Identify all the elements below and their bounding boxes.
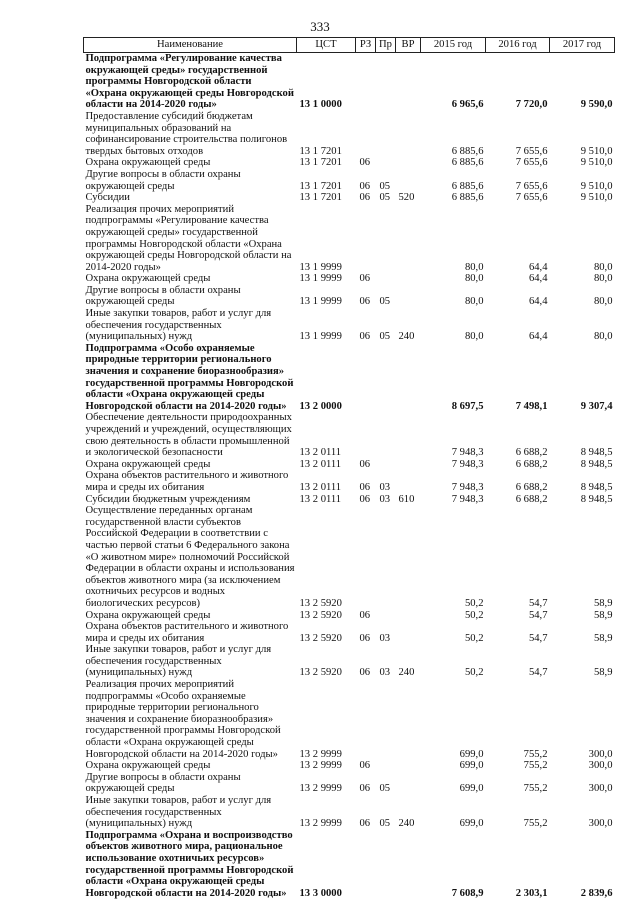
row-value-2015: 80,0 bbox=[464, 261, 484, 273]
row-code: 13 1 9999 bbox=[299, 331, 342, 343]
table-body bbox=[84, 53, 615, 900]
table-header-row bbox=[84, 38, 615, 53]
row-pr bbox=[376, 343, 396, 413]
row-value-2016: 6 688,2 bbox=[515, 447, 548, 459]
row-pr: 03 bbox=[379, 481, 391, 493]
row-vr: 610 bbox=[398, 493, 415, 505]
row-name: Субсидии bbox=[85, 192, 130, 204]
row-rz: 06 bbox=[359, 192, 371, 204]
row-name: Другие вопросы в области охраны окружающей среды bbox=[85, 771, 241, 795]
page-number: 333 bbox=[310, 19, 330, 34]
row-value-2015: 50,2 bbox=[464, 609, 484, 621]
row-code: 13 2 0111 bbox=[299, 493, 342, 505]
row-vr bbox=[396, 412, 421, 458]
row-value-2017: 58,9 bbox=[593, 609, 613, 621]
row-name: Охрана окружающей среды bbox=[85, 458, 211, 470]
row-code: 13 1 7201 bbox=[299, 157, 342, 169]
row-rz: 06 bbox=[359, 481, 371, 493]
row-name: Субсидии бюджетным учреждениям bbox=[85, 493, 251, 505]
row-value-2015: 6 885,6 bbox=[451, 145, 484, 157]
row-name: Другие вопросы в области охраны окружающей среды bbox=[85, 168, 241, 192]
row-code: 13 1 7201 bbox=[299, 192, 342, 204]
row-vr bbox=[396, 772, 421, 795]
column-header-2017: 2017 год bbox=[550, 38, 615, 53]
row-vr bbox=[396, 679, 421, 760]
row-pr bbox=[376, 53, 396, 111]
row-vr: 520 bbox=[398, 192, 415, 204]
row-name: Обеспечение деятельности природоохранных учреждений и учреждений, осуществляющих свою деятельность в области промышленной и экологической безопасности bbox=[85, 412, 292, 459]
row-rz bbox=[356, 53, 376, 111]
row-vr bbox=[396, 273, 421, 285]
column-header-name: Наименование bbox=[84, 38, 297, 53]
row-code: 13 1 9999 bbox=[299, 273, 342, 285]
row-value-2017: 8 948,5 bbox=[580, 493, 613, 505]
row-value-2015: 7 948,3 bbox=[451, 493, 484, 505]
row-pr bbox=[376, 111, 396, 157]
row-code: 13 2 5920 bbox=[299, 609, 342, 621]
row-vr: 240 bbox=[398, 818, 415, 830]
column-header-2016: 2016 год bbox=[486, 38, 550, 53]
table-row bbox=[84, 343, 615, 413]
row-name: Другие вопросы в области охраны окружающей среды bbox=[85, 284, 241, 308]
row-name: Охрана окружающей среды bbox=[85, 760, 211, 772]
row-vr bbox=[396, 204, 421, 274]
row-rz bbox=[356, 204, 376, 274]
row-value-2015: 50,2 bbox=[464, 632, 484, 644]
row-vr bbox=[396, 470, 421, 493]
table-row bbox=[84, 273, 615, 285]
row-vr bbox=[396, 610, 421, 622]
row-value-2016: 64,4 bbox=[528, 261, 548, 273]
column-header-2015: 2015 год bbox=[421, 38, 486, 53]
row-value-2016: 54,7 bbox=[528, 632, 548, 644]
row-value-2016: 54,7 bbox=[528, 597, 548, 609]
row-pr bbox=[376, 610, 396, 622]
row-vr bbox=[396, 830, 421, 900]
table-row bbox=[84, 795, 615, 830]
row-value-2016: 755,2 bbox=[523, 748, 548, 760]
row-pr: 03 bbox=[379, 493, 391, 505]
row-value-2017: 8 948,5 bbox=[580, 481, 613, 493]
row-value-2016: 64,4 bbox=[528, 273, 548, 285]
row-rz: 06 bbox=[359, 458, 371, 470]
budget-table bbox=[83, 37, 615, 899]
row-rz: 06 bbox=[359, 296, 371, 308]
column-header-pr: Пр bbox=[376, 38, 396, 53]
row-pr bbox=[376, 459, 396, 471]
row-value-2017: 9 510,0 bbox=[580, 192, 613, 204]
row-value-2016: 2 303,1 bbox=[515, 887, 548, 899]
row-code: 13 1 9999 bbox=[299, 261, 342, 273]
row-code: 13 1 7201 bbox=[299, 180, 342, 192]
table-row bbox=[84, 644, 615, 679]
row-value-2017: 8 948,5 bbox=[580, 447, 613, 459]
row-value-2015: 7 948,3 bbox=[451, 447, 484, 459]
row-rz: 06 bbox=[359, 609, 371, 621]
row-pr: 05 bbox=[379, 296, 391, 308]
row-rz: 06 bbox=[359, 667, 371, 679]
table-row bbox=[84, 610, 615, 622]
row-code: 13 1 7201 bbox=[299, 145, 342, 157]
row-rz bbox=[356, 830, 376, 900]
row-vr bbox=[396, 285, 421, 308]
row-name: Охрана окружающей среды bbox=[85, 157, 211, 169]
row-code: 13 2 9999 bbox=[299, 783, 342, 795]
row-pr bbox=[376, 157, 396, 169]
row-value-2017: 8 948,5 bbox=[580, 458, 613, 470]
row-value-2016: 755,2 bbox=[523, 760, 548, 772]
row-value-2015: 6 965,6 bbox=[451, 99, 484, 111]
row-rz: 06 bbox=[359, 632, 371, 644]
row-name: Охрана окружающей среды bbox=[85, 273, 211, 285]
row-value-2015: 699,0 bbox=[459, 760, 484, 772]
row-rz: 06 bbox=[359, 818, 371, 830]
row-vr bbox=[396, 169, 421, 192]
row-pr: 05 bbox=[379, 180, 391, 192]
row-value-2017: 80,0 bbox=[593, 273, 613, 285]
table-row bbox=[84, 679, 615, 760]
row-value-2016: 7 655,6 bbox=[515, 180, 548, 192]
row-rz: 06 bbox=[359, 157, 371, 169]
row-pr: 03 bbox=[379, 667, 391, 679]
row-value-2016: 6 688,2 bbox=[515, 481, 548, 493]
row-name: Реализация прочих мероприятий подпрограммы «Особо охраняемые природные территории регионального значения и сохранение биоразнообразия» государственной программы Новгородской области «Охрана окружающей среды Новгородской области на 2014-2020 годы» bbox=[85, 679, 281, 760]
row-name: Подпрограмма «Охрана и воспроизводство объектов животного мира, рациональное использование охотничьих ресурсов» государственной программы Новгородской области «Охрана окружающей среды Новгородской области на 2014-2020 годы» bbox=[85, 829, 294, 899]
row-value-2015: 699,0 bbox=[459, 818, 484, 830]
row-code: 13 1 0000 bbox=[299, 99, 342, 111]
row-code: 13 2 9999 bbox=[299, 818, 342, 830]
table-row bbox=[84, 505, 615, 609]
row-pr bbox=[376, 505, 396, 609]
row-name: Охрана объектов растительного и животного мира и среды их обитания bbox=[85, 621, 289, 644]
row-vr: 240 bbox=[398, 667, 415, 679]
row-value-2015: 7 948,3 bbox=[451, 458, 484, 470]
table-row bbox=[84, 192, 615, 204]
row-name: Реализация прочих мероприятий подпрограммы «Регулирование качества окружающей среды» государственной программы Новгородской области «Охрана окружающей среды Новгородской области на 2014-2020 годы» bbox=[85, 203, 292, 273]
row-vr bbox=[396, 621, 421, 644]
row-value-2016: 755,2 bbox=[523, 818, 548, 830]
row-name: Иные закупки товаров, работ и услуг для обеспечения государственных (муниципальных) нужд bbox=[85, 308, 272, 343]
row-rz: 06 bbox=[359, 180, 371, 192]
table-row bbox=[84, 760, 615, 772]
row-pr bbox=[376, 760, 396, 772]
row-code: 13 2 5920 bbox=[299, 632, 342, 644]
row-code: 13 2 0111 bbox=[299, 447, 342, 459]
row-value-2016: 7 655,6 bbox=[515, 192, 548, 204]
row-value-2015: 699,0 bbox=[459, 748, 484, 760]
table-row bbox=[84, 830, 615, 900]
row-code: 13 2 0111 bbox=[299, 481, 342, 493]
row-value-2017: 300,0 bbox=[588, 783, 613, 795]
table-row bbox=[84, 772, 615, 795]
row-code: 13 2 5920 bbox=[299, 597, 342, 609]
row-rz bbox=[356, 343, 376, 413]
row-name: Предоставление субсидий бюджетам муниципальных образований на софинансирование строительства полигонов твердых бытовых отходов bbox=[85, 110, 288, 157]
table-row bbox=[84, 111, 615, 157]
table-row bbox=[84, 412, 615, 458]
table-row bbox=[84, 470, 615, 493]
row-rz bbox=[356, 679, 376, 760]
column-header-rz: РЗ bbox=[356, 38, 376, 53]
table-row bbox=[84, 204, 615, 274]
row-code: 13 2 0111 bbox=[299, 458, 342, 470]
row-vr bbox=[396, 505, 421, 609]
row-value-2016: 7 655,6 bbox=[515, 157, 548, 169]
row-pr bbox=[376, 830, 396, 900]
row-rz: 06 bbox=[359, 493, 371, 505]
row-value-2016: 6 688,2 bbox=[515, 458, 548, 470]
row-vr bbox=[396, 459, 421, 471]
row-value-2015: 7 948,3 bbox=[451, 481, 484, 493]
row-value-2017: 300,0 bbox=[588, 748, 613, 760]
row-value-2015: 699,0 bbox=[459, 783, 484, 795]
row-rz: 06 bbox=[359, 331, 371, 343]
row-value-2017: 58,9 bbox=[593, 632, 613, 644]
row-value-2017: 9 590,0 bbox=[580, 99, 613, 111]
row-value-2017: 58,9 bbox=[593, 667, 613, 679]
row-value-2016: 54,7 bbox=[528, 609, 548, 621]
row-vr: 240 bbox=[398, 331, 415, 343]
row-value-2017: 300,0 bbox=[588, 818, 613, 830]
row-value-2017: 80,0 bbox=[593, 296, 613, 308]
row-pr bbox=[376, 679, 396, 760]
row-value-2016: 64,4 bbox=[528, 296, 548, 308]
row-name: Осуществление переданных органам государственной власти субъектов Российской Федерации в соответствии с частью первой статьи 6 Федерального закона «О животном мире» полномочий Российской Федерации в области охраны и использования объектов животного мира (за исключением охотничьих ресурсов и водных биологических ресурсов) bbox=[85, 505, 295, 609]
row-value-2016: 7 720,0 bbox=[515, 99, 548, 111]
row-value-2015: 50,2 bbox=[464, 597, 484, 609]
row-vr bbox=[396, 760, 421, 772]
table-row bbox=[84, 169, 615, 192]
row-name: Охрана объектов растительного и животного мира и среды их обитания bbox=[85, 470, 289, 493]
row-rz bbox=[356, 505, 376, 609]
row-value-2016: 7 498,1 bbox=[515, 400, 548, 412]
row-value-2017: 80,0 bbox=[593, 331, 613, 343]
table-row bbox=[84, 494, 615, 506]
row-code: 13 2 9999 bbox=[299, 760, 342, 772]
row-name: Подпрограмма «Регулирование качества окружающей среды» государственной программы Новгородской области «Охрана окружающей среды Новгородской области на 2014-2020 годы» bbox=[85, 53, 294, 111]
row-value-2016: 6 688,2 bbox=[515, 493, 548, 505]
row-value-2017: 9 307,4 bbox=[580, 400, 613, 412]
row-vr bbox=[396, 343, 421, 413]
row-rz: 06 bbox=[359, 273, 371, 285]
row-name: Подпрограмма «Особо охраняемые природные территории регионального значения и сохранение биоразнообразия» государственной программы Новгородской области «Охрана окружающей среды Новгородской области на 2014-2020 годы» bbox=[85, 342, 294, 412]
row-value-2015: 8 697,5 bbox=[451, 400, 484, 412]
row-value-2015: 80,0 bbox=[464, 331, 484, 343]
row-pr: 05 bbox=[379, 783, 391, 795]
table-row bbox=[84, 53, 615, 111]
row-code: 13 3 0000 bbox=[299, 887, 342, 899]
row-value-2016: 64,4 bbox=[528, 331, 548, 343]
row-code: 13 2 5920 bbox=[299, 667, 342, 679]
row-code: 13 2 0000 bbox=[299, 400, 342, 412]
row-value-2015: 7 608,9 bbox=[451, 887, 484, 899]
row-rz bbox=[356, 111, 376, 157]
row-pr bbox=[376, 273, 396, 285]
row-pr: 05 bbox=[379, 192, 391, 204]
row-code: 13 1 9999 bbox=[299, 296, 342, 308]
row-name: Охрана окружающей среды bbox=[85, 609, 211, 621]
row-rz: 06 bbox=[359, 783, 371, 795]
row-value-2015: 80,0 bbox=[464, 273, 484, 285]
row-value-2017: 9 510,0 bbox=[580, 145, 613, 157]
row-pr bbox=[376, 412, 396, 458]
row-vr bbox=[396, 53, 421, 111]
column-header-vr: ВР bbox=[396, 38, 421, 53]
row-value-2017: 58,9 bbox=[593, 597, 613, 609]
row-pr: 05 bbox=[379, 818, 391, 830]
row-value-2016: 54,7 bbox=[528, 667, 548, 679]
row-value-2015: 6 885,6 bbox=[451, 192, 484, 204]
row-value-2017: 9 510,0 bbox=[580, 180, 613, 192]
row-value-2017: 300,0 bbox=[588, 760, 613, 772]
row-vr bbox=[396, 111, 421, 157]
table-row bbox=[84, 621, 615, 644]
row-value-2015: 80,0 bbox=[464, 296, 484, 308]
row-code: 13 2 9999 bbox=[299, 748, 342, 760]
row-name: Иные закупки товаров, работ и услуг для обеспечения государственных (муниципальных) нужд bbox=[85, 644, 272, 679]
row-value-2015: 6 885,6 bbox=[451, 157, 484, 169]
table-row bbox=[84, 285, 615, 308]
row-rz bbox=[356, 412, 376, 458]
row-value-2017: 2 839,6 bbox=[580, 887, 613, 899]
row-pr: 05 bbox=[379, 331, 391, 343]
table-row bbox=[84, 459, 615, 471]
row-pr bbox=[376, 204, 396, 274]
row-name: Иные закупки товаров, работ и услуг для обеспечения государственных (муниципальных) нужд bbox=[85, 795, 272, 830]
table-row bbox=[84, 308, 615, 343]
row-rz: 06 bbox=[359, 760, 371, 772]
row-pr: 03 bbox=[379, 632, 391, 644]
row-value-2017: 80,0 bbox=[593, 261, 613, 273]
table-row bbox=[84, 157, 615, 169]
row-value-2016: 755,2 bbox=[523, 783, 548, 795]
column-header-code: ЦСТ bbox=[297, 38, 356, 53]
row-vr bbox=[396, 157, 421, 169]
row-value-2015: 50,2 bbox=[464, 667, 484, 679]
row-value-2015: 6 885,6 bbox=[451, 180, 484, 192]
row-value-2016: 7 655,6 bbox=[515, 145, 548, 157]
row-value-2017: 9 510,0 bbox=[580, 157, 613, 169]
